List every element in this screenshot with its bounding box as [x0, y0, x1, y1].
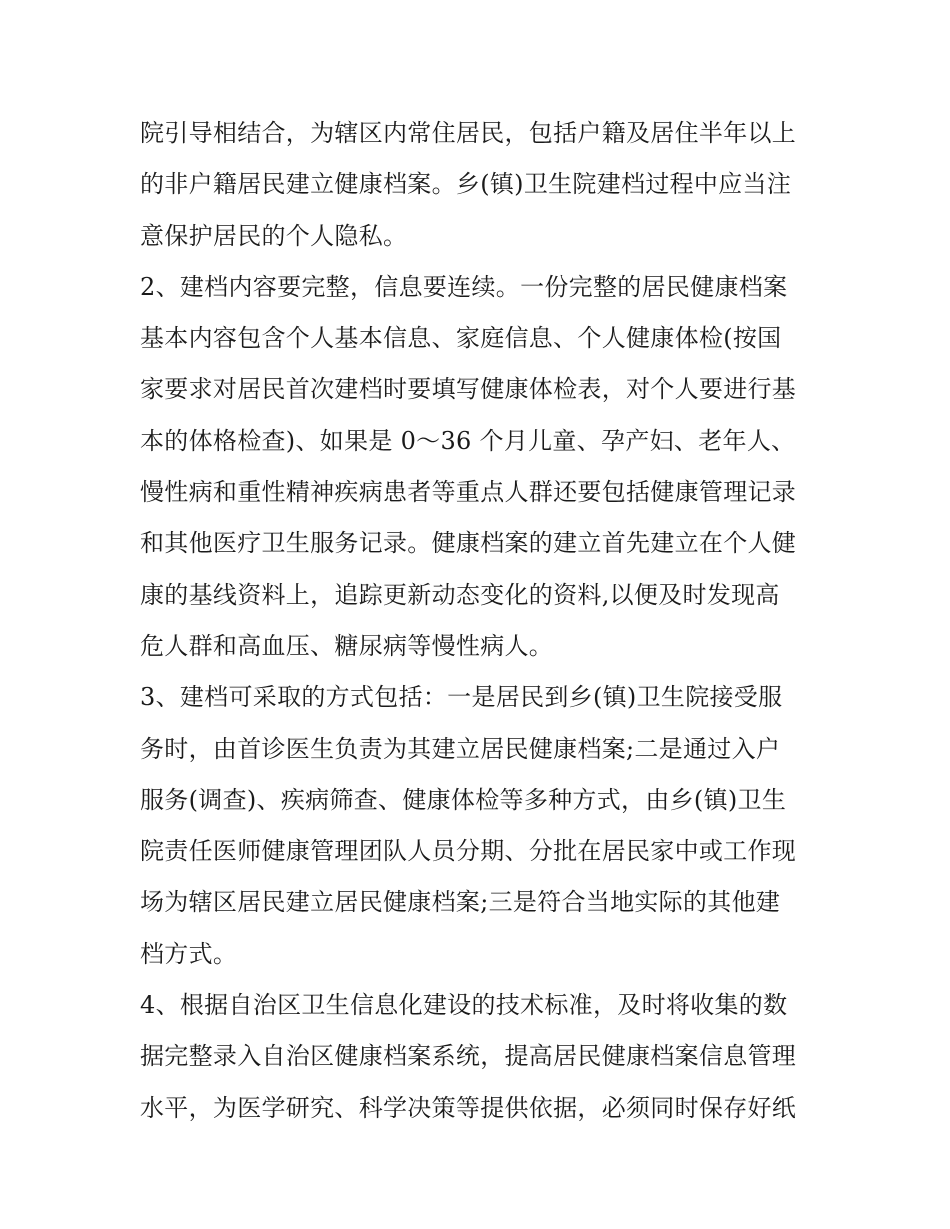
text-line: 的非户籍居民建立健康档案。乡(镇)卫生院建档过程中应当注 [140, 170, 792, 199]
body-text [140, 108, 820, 1134]
text-line: 院责任医师健康管理团队人员分期、分批在居民家中或工作现 [140, 837, 797, 866]
text-line: 康的基线资料上，追踪更新动态变化的资料,以便及时发现高 [140, 580, 780, 609]
text-line: 基本内容包含个人基本信息、家庭信息、个人健康体检(按国 [140, 324, 782, 353]
text-line: 据完整录入自治区健康档案系统，提高居民健康档案信息管理 [140, 1042, 797, 1071]
text-line: 和其他医疗卫生服务记录。健康档案的建立首先建立在个人健 [140, 529, 797, 558]
text-line: 场为辖区居民建立居民健康档案;三是符合当地实际的其他建 [140, 888, 781, 917]
text-line: 院引导相结合，为辖区内常住居民，包括户籍及居住半年以上 [140, 119, 797, 147]
text-line: 档方式。 [140, 939, 238, 968]
text-line: 3、建档可采取的方式包括：一是居民到乡(镇)卫生院接受服 [140, 683, 783, 712]
text-line: 危人群和高血压、糖尿病等慢性病人。 [140, 631, 554, 660]
text-line: 慢性病和重性精神疾病患者等重点人群还要包括健康管理记录 [140, 478, 797, 507]
text-line: 水平，为医学研究、科学决策等提供依据，必须同时保存好纸 [140, 1093, 797, 1122]
text-line: 2、建档内容要完整，信息要连续。一份完整的居民健康档案 [140, 272, 788, 301]
text-line: 4、根据自治区卫生信息化建设的技术标准，及时将收集的数 [140, 991, 788, 1020]
text-line: 务时，由首诊医生负责为其建立居民健康档案;二是通过入户 [140, 734, 781, 763]
text-line: 服务(调查)、疾病筛查、健康体检等多种方式，由乡(镇)卫生 [140, 785, 787, 814]
text-line: 本的体格检查)、如果是 0～36 个月儿童、孕产妇、老年人、 [140, 426, 796, 455]
text-line: 意保护居民的个人隐私。 [140, 221, 408, 250]
text-line: 家要求对居民首次建档时要填写健康体检表，对个人要进行基 [140, 375, 797, 404]
